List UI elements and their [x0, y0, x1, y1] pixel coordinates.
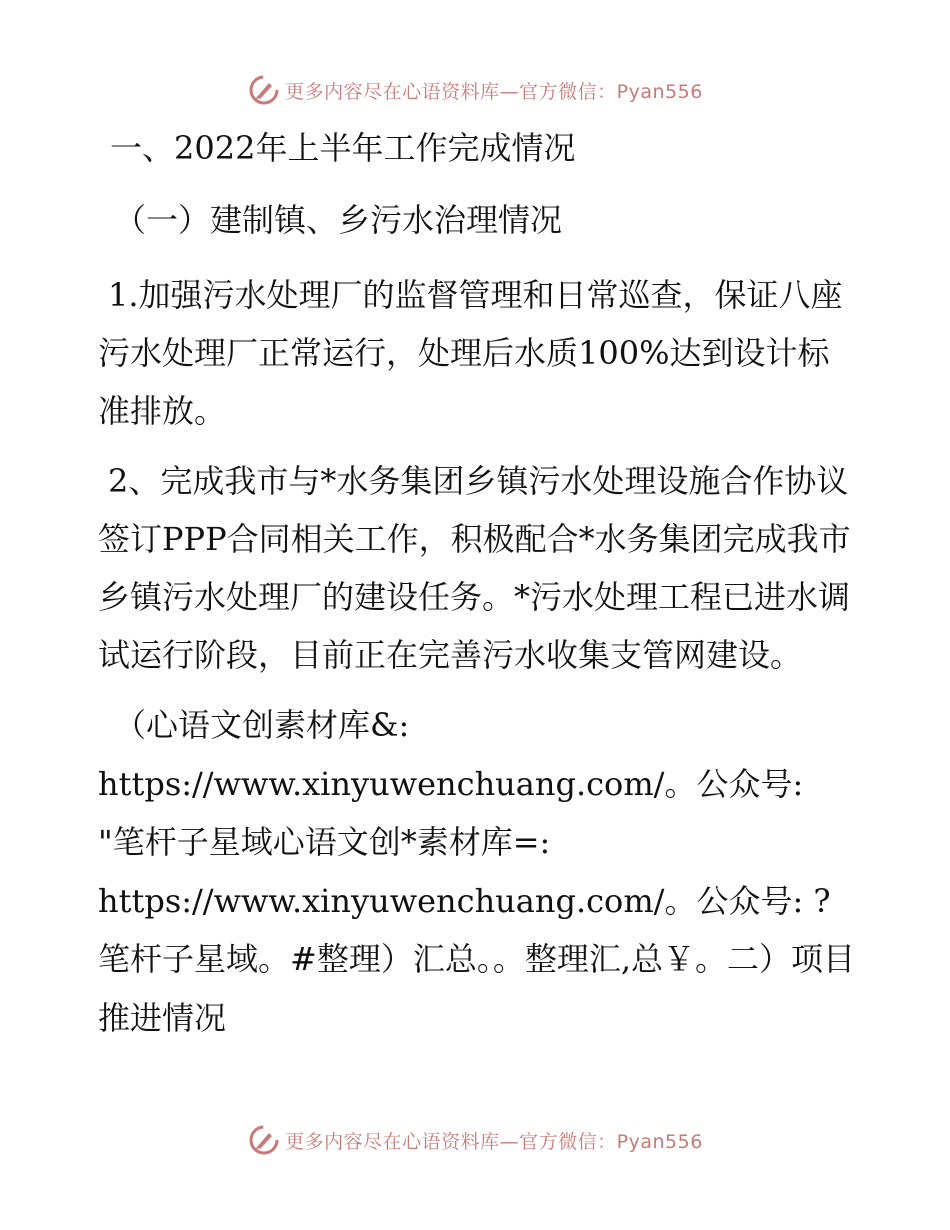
footer-watermark-banner — [0, 1120, 950, 1160]
section-heading: 一、2022年上半年工作完成情况 — [110, 129, 576, 167]
paragraph-item-1: 1.加强污水处理厂的监督管理和日常巡查，保证八座污水处理厂正常运行，处理后水质100%达到设计标准排放。 — [98, 276, 843, 430]
watermark-text: 更多内容尽在心语资料库—官方微信：Pyan556 — [285, 1130, 703, 1153]
header-watermark-banner — [0, 70, 950, 110]
pen-seal-logo-icon — [247, 73, 281, 107]
subsection-heading: （一）建制镇、乡污水治理情况 — [114, 201, 563, 239]
paragraph-item-2: 2、完成我市与*水务集团乡镇污水处理设施合作协议签订PPP合同相关工作，积极配合*水务集团完成我市乡镇污水处理厂的建设任务。*污水处理工程已进水调试运行阶段，目前正在完善污水收集支管网建设。 — [98, 462, 851, 674]
document-body — [98, 118, 858, 1047]
source-note-paragraph: （心语文创素材库&: https://www.xinyuwenchuang.com/。公众号: "笔杆子星域心语文创*素材库=: https://www.xinyuwenchuang.com/。公众号: ?笔杆子星域。#整理）汇总。。整理汇,总￥。二）项目推进情况 — [98, 706, 855, 1037]
pen-seal-logo-icon — [247, 1123, 281, 1157]
watermark-text: 更多内容尽在心语资料库—官方微信：Pyan556 — [285, 80, 703, 103]
